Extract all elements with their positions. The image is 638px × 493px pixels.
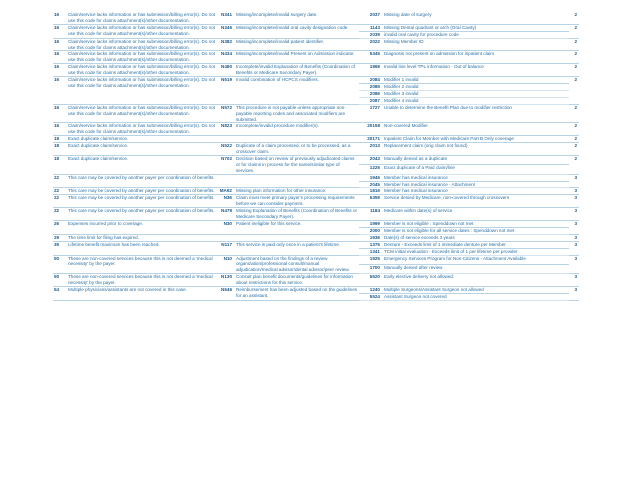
remark-code-cell: N36 bbox=[217, 195, 235, 208]
remark-desc-cell: Missing Explanation of Benefits (Coordination of Benefits or Medicare Secondary Payer). bbox=[236, 208, 358, 220]
edit-code-cell: 1240 bbox=[359, 287, 383, 294]
edit-desc-cell: Modifier 1 invalid bbox=[383, 77, 569, 84]
remark-code-cell: N572 bbox=[217, 104, 235, 123]
edit-desc-cell: Member has medical insurance bbox=[383, 188, 569, 195]
edit-desc-cell: Medicare within date(s) of service bbox=[383, 208, 569, 221]
table-row bbox=[53, 77, 579, 84]
edit-code-cell: 2039 bbox=[359, 31, 383, 38]
category-cell: 3 bbox=[569, 274, 579, 287]
edit-desc-cell: Non-covered Modifier bbox=[383, 123, 569, 136]
remark-code-cell: N346 bbox=[217, 24, 235, 38]
group-code-cell: 18 bbox=[53, 155, 67, 174]
remark-code-cell bbox=[217, 234, 235, 241]
edit-desc-cell: Member has medical insurance - Attachment bbox=[383, 181, 569, 188]
remark-code-cell: N480 bbox=[217, 64, 235, 77]
reason-cell: Exact duplicate claim/service. bbox=[67, 155, 217, 174]
remark-code-cell: N522 bbox=[217, 143, 235, 156]
edit-code-cell: 2084 bbox=[359, 77, 383, 84]
reason-cell: Claim/service lacks information or has submission/billing error(s). Do not use this code for claims attachment(s)/other documentation. bbox=[68, 51, 216, 63]
category-cell: 3 bbox=[569, 255, 579, 274]
table-row bbox=[53, 234, 579, 241]
remark-code-cell: N823 bbox=[217, 123, 235, 136]
edit-code-cell: 5520 bbox=[359, 274, 383, 287]
remark-code-cell: MA92 bbox=[217, 188, 235, 195]
group-code-cell: 22 bbox=[53, 208, 67, 221]
group-code-cell: 50 bbox=[53, 274, 67, 287]
edit-code-cell: 2043 bbox=[359, 155, 383, 164]
category-cell: 3 bbox=[569, 195, 579, 208]
edit-code-cell: 1727 bbox=[359, 104, 383, 123]
group-code-cell: 16 bbox=[53, 64, 67, 77]
remark-desc-cell bbox=[235, 234, 359, 241]
edit-desc-cell: Member is not eligible : Spenddown not met bbox=[383, 221, 569, 228]
edit-code-cell: 1936 bbox=[359, 234, 383, 241]
category-cell: 2 bbox=[569, 64, 579, 77]
edit-code-cell: 5345 bbox=[359, 51, 383, 64]
category-cell: 2 bbox=[569, 38, 579, 51]
remark-code-cell bbox=[217, 174, 235, 188]
remark-desc-cell: Incomplete/invalid Explanation of Benefits (Coordination of Benefits or Medicare Secondary Payer). bbox=[235, 64, 359, 77]
reason-cell: The time limit for filing has expired. bbox=[67, 234, 217, 241]
remark-desc-cell: Missing/incomplete/invalid Present on Admission indicator. bbox=[235, 51, 359, 64]
category-cell: 3 bbox=[569, 241, 579, 255]
edit-desc-cell: TCM initial evaluation - Exceeds limit of 1 per lifetime per provider bbox=[383, 248, 569, 255]
reason-cell: Claim/service lacks information or has submission/billing error(s). Do not use this code for claims attachment(s)/other documentation. bbox=[67, 77, 217, 105]
reason-cell: Exact duplicate claim/service. bbox=[67, 143, 217, 156]
remark-code-cell: N341 bbox=[217, 12, 235, 24]
category-cell: 3 bbox=[569, 174, 579, 188]
remark-desc-cell: Consult plan benefit documents/guidelines for information about restrictions for this service. bbox=[235, 274, 359, 287]
remark-code-cell: N479 bbox=[217, 208, 235, 221]
edit-code-cell: 1868 bbox=[359, 64, 383, 77]
edit-code-cell: 1225 bbox=[359, 165, 383, 174]
edit-code-cell: 2085 bbox=[359, 83, 383, 90]
remark-desc-cell: Missing/incomplete/invalid oral cavity designation code. bbox=[235, 24, 359, 38]
edit-code-cell: 2087 bbox=[359, 97, 383, 104]
edit-desc-cell: Missing date of surgery bbox=[383, 12, 569, 24]
edit-desc-cell: Assistant Surgeon not covered bbox=[383, 293, 569, 300]
edit-desc-cell: Member has medical insurance bbox=[383, 174, 569, 181]
remark-desc-cell: Decision based on review of previously adjudicated claims or for claims in process for the same/similar type of services. bbox=[235, 155, 359, 174]
remark-code-cell: N646 bbox=[217, 287, 235, 301]
group-code-cell: 22 bbox=[53, 195, 67, 208]
group-code-cell: 22 bbox=[53, 174, 67, 188]
reason-cell: Claim/service lacks information or has submission/billing error(s). Do not use this code for claims attachment(s)/other documentation. bbox=[68, 64, 216, 76]
edit-desc-cell: Member is not eligible for all service dates : Spenddown not met bbox=[383, 227, 569, 234]
group-code-cell: 16 bbox=[53, 51, 67, 64]
group-code-cell: 54 bbox=[53, 287, 67, 301]
category-cell: 2 bbox=[569, 155, 579, 174]
edit-desc-cell: Emergency Services Program for Non-Citizens - Attachment Available bbox=[383, 255, 569, 264]
group-code-cell: 16 bbox=[53, 104, 67, 123]
remark-desc-cell bbox=[235, 174, 359, 188]
table-row bbox=[53, 221, 579, 228]
table-row bbox=[53, 24, 579, 31]
edit-code-cell: 20158 bbox=[359, 123, 383, 136]
reason-cell: Lifetime benefit maximum has been reached. bbox=[67, 241, 217, 255]
table-row bbox=[53, 143, 579, 156]
table-row bbox=[53, 104, 579, 123]
table-row bbox=[53, 12, 579, 24]
remark-code-cell: N702 bbox=[217, 155, 235, 174]
reason-cell: This care may be covered by another payer per coordination of benefits. bbox=[67, 174, 217, 188]
remark-code-cell: N382 bbox=[217, 38, 235, 51]
reason-cell: These are non-covered services because this is not deemed a 'medical necessity' by the payer. bbox=[67, 274, 217, 287]
table-body bbox=[53, 12, 579, 300]
group-code-cell: 16 bbox=[53, 38, 67, 51]
table-row bbox=[53, 51, 579, 64]
group-code-cell: 50 bbox=[53, 255, 67, 274]
group-code-cell: 18 bbox=[53, 143, 67, 156]
category-cell: 3 bbox=[569, 234, 579, 241]
edit-desc-cell: Service denied by Medicare, non-covered through crossovers bbox=[383, 195, 569, 208]
edit-code-cell: 2086 bbox=[359, 90, 383, 97]
group-code-cell: 29 bbox=[53, 234, 67, 241]
remark-desc-cell: This procedure is not payable unless appropriate non-payable reporting codes and associated modifiers are submitted. bbox=[235, 104, 359, 123]
reason-cell: Claim/service lacks information or has submission/billing error(s). Do not use this code for claims attachment(s)/other documentation. bbox=[67, 24, 217, 38]
category-cell: 2 bbox=[569, 77, 579, 105]
edit-desc-cell: Exact duplicate of a Paid claim/line bbox=[383, 165, 569, 174]
reason-cell: Multiple physicians/assistants are not covered in this case. bbox=[67, 287, 217, 301]
reason-cell: Exact duplicate claim/service. bbox=[67, 136, 217, 143]
category-cell: 2 bbox=[569, 24, 579, 38]
group-code-cell: 35 bbox=[53, 241, 67, 255]
edit-code-cell: 1925 bbox=[359, 255, 383, 264]
group-code-cell: 16 bbox=[53, 77, 67, 105]
edit-code-cell: 1999 bbox=[359, 221, 383, 228]
group-code-cell: 26 bbox=[53, 221, 67, 235]
category-cell: 2 bbox=[569, 123, 579, 136]
edit-desc-cell: Replacement claim (orig claim not found) bbox=[383, 143, 569, 156]
reason-cell: This care may be covered by another payer per coordination of benefits. bbox=[67, 208, 217, 221]
edit-desc-cell: Date(s) of service exceeds 3 years bbox=[383, 234, 569, 241]
reason-cell: Claim/service lacks information or has submission/billing error(s). Do not use this code for claims attachment(s)/other documentation. bbox=[67, 104, 217, 123]
edit-desc-cell: invalid oral cavity for procedure code bbox=[383, 31, 569, 38]
table-row bbox=[53, 188, 579, 195]
edit-desc-cell: Modifier 4 invalid bbox=[383, 97, 569, 104]
table-row bbox=[53, 136, 579, 143]
edit-desc-cell: Invalid line level TPL information - Out of balance bbox=[383, 64, 569, 77]
edit-desc-cell: Multiple Surgeons/Assistant Surgeon not allowed bbox=[383, 287, 569, 294]
table-row bbox=[53, 195, 579, 208]
remark-desc-cell: Incomplete/invalid procedure modifier(s). bbox=[235, 123, 359, 136]
remark-desc-cell: Missing plan information for other insurance. bbox=[235, 188, 359, 195]
remark-desc-cell: Reimbursement has been adjusted based on the guidelines for an assistant. bbox=[235, 287, 359, 301]
edit-desc-cell: Manually denied after review bbox=[383, 264, 569, 273]
table-row bbox=[53, 255, 579, 264]
table-row bbox=[53, 241, 579, 248]
group-code-cell: 16 bbox=[53, 123, 67, 136]
edit-code-cell: 5524 bbox=[359, 293, 383, 300]
category-cell: 2 bbox=[569, 143, 579, 156]
reason-cell: This care may be covered by another payer per coordination of benefits. bbox=[67, 195, 217, 208]
remark-desc-cell: Patient ineligible for this service. bbox=[235, 221, 359, 235]
edit-code-cell: 20171 bbox=[359, 136, 383, 143]
edit-code-cell: 2045 bbox=[359, 181, 383, 188]
reason-cell: Claim/service lacks information or has submission/billing error(s). Do not use this code for claims attachment(s)/other documentation. bbox=[68, 123, 216, 135]
group-code-cell: 16 bbox=[53, 24, 67, 38]
edit-desc-cell: Missing Dental quadrant or arch (Oral Cavity) bbox=[383, 24, 569, 31]
group-code-cell: 18 bbox=[53, 136, 67, 143]
reason-cell: Expenses incurred prior to coverage. bbox=[67, 221, 217, 235]
reason-cell: Claim/service lacks information or has submission/billing error(s). Do not use this code for claims attachment(s)/other documentation. bbox=[68, 38, 216, 50]
reason-cell: Claim/service lacks information or has submission/billing error(s). Do not use this code for claims attachment(s)/other documentation. bbox=[68, 12, 216, 23]
edit-desc-cell: Modifier 2 invalid bbox=[383, 83, 569, 90]
edit-code-cell: 1184 bbox=[359, 208, 383, 221]
remark-desc-cell: Invalid combination of HCPCS modifiers. bbox=[235, 77, 359, 105]
edit-code-cell: 2000 bbox=[359, 227, 383, 234]
table-row bbox=[53, 208, 579, 221]
denial-code-table bbox=[53, 12, 579, 301]
remark-desc-cell: Missing/incomplete/invalid patient identifier. bbox=[235, 38, 359, 51]
remark-code-cell: N10 bbox=[217, 255, 235, 274]
remark-desc-cell bbox=[235, 136, 359, 143]
edit-desc-cell: Inpatient Claim for Member with Medicare Part B Only coverage bbox=[383, 136, 569, 143]
edit-code-cell: 1946 bbox=[359, 174, 383, 181]
edit-desc-cell: Diagnosis not present on admission for inpatient claim bbox=[383, 51, 569, 64]
reason-cell: These are non-covered services because this is not deemed a 'medical necessity' by the payer. bbox=[67, 255, 217, 274]
edit-desc-cell: Missing Member ID bbox=[383, 38, 569, 51]
edit-code-cell: 2037 bbox=[359, 12, 383, 24]
category-cell: 2 bbox=[569, 136, 579, 143]
remark-code-cell: N519 bbox=[217, 77, 235, 105]
table-row bbox=[53, 155, 579, 164]
table-row bbox=[53, 123, 579, 136]
table-row bbox=[53, 274, 579, 287]
edit-code-cell: 2013 bbox=[359, 143, 383, 156]
category-cell: 3 bbox=[569, 287, 579, 301]
remark-desc-cell: Missing/incomplete/invalid surgery date. bbox=[235, 12, 359, 24]
remark-code-cell bbox=[217, 136, 235, 143]
reason-cell: This care may be covered by another payer per coordination of benefits. bbox=[67, 188, 217, 195]
table-row bbox=[53, 174, 579, 181]
edit-desc-cell: Early elective delivery not allowed. bbox=[383, 274, 569, 287]
edit-code-cell: 1816 bbox=[359, 188, 383, 195]
edit-desc-cell: Unable to determine the Benefit Plan due to modifier restriction bbox=[383, 104, 569, 123]
edit-code-cell: 1375 bbox=[359, 241, 383, 248]
remark-desc-cell: This service is paid only once in a patient's lifetime. bbox=[235, 241, 359, 255]
edit-desc-cell: Manually denied as a duplicate bbox=[383, 155, 569, 164]
remark-code-cell: N117 bbox=[217, 241, 235, 255]
remark-desc-cell: Adjustment based on the findings of a review organization/professional consult/manual adjudication/medical advisor/dental advisor/peer review. bbox=[235, 255, 359, 274]
remark-code-cell: N30 bbox=[217, 221, 235, 235]
edit-desc-cell: Denture - Exceeds limit of 1 immediate denture per Member. bbox=[383, 241, 569, 248]
edit-desc-cell: Modifier 3 invalid bbox=[383, 90, 569, 97]
edit-code-cell: 5359 bbox=[359, 195, 383, 208]
table-row bbox=[53, 38, 579, 51]
edit-code-cell: 1341 bbox=[359, 248, 383, 255]
edit-code-cell: 2022 bbox=[359, 38, 383, 51]
remark-desc-cell: Duplicate of a claim processed, or to be processed, as a crossover claim. bbox=[235, 143, 359, 156]
category-cell: 3 bbox=[569, 208, 579, 221]
edit-code-cell: 1143 bbox=[359, 24, 383, 31]
table-row bbox=[53, 64, 579, 77]
remark-desc-cell: Claim must meet primary payer's processing requirements before we can consider payment. bbox=[235, 195, 359, 208]
category-cell: 2 bbox=[569, 12, 579, 24]
remark-code-cell: N130 bbox=[217, 274, 235, 287]
remark-code-cell: N434 bbox=[217, 51, 235, 64]
group-code-cell: 22 bbox=[53, 188, 67, 195]
table-row bbox=[53, 287, 579, 294]
category-cell: 2 bbox=[569, 104, 579, 123]
category-cell: 3 bbox=[569, 221, 579, 235]
group-code-cell: 16 bbox=[53, 12, 67, 24]
edit-code-cell: 1700 bbox=[359, 264, 383, 273]
category-cell: 2 bbox=[569, 51, 579, 64]
category-cell: 3 bbox=[569, 188, 579, 195]
